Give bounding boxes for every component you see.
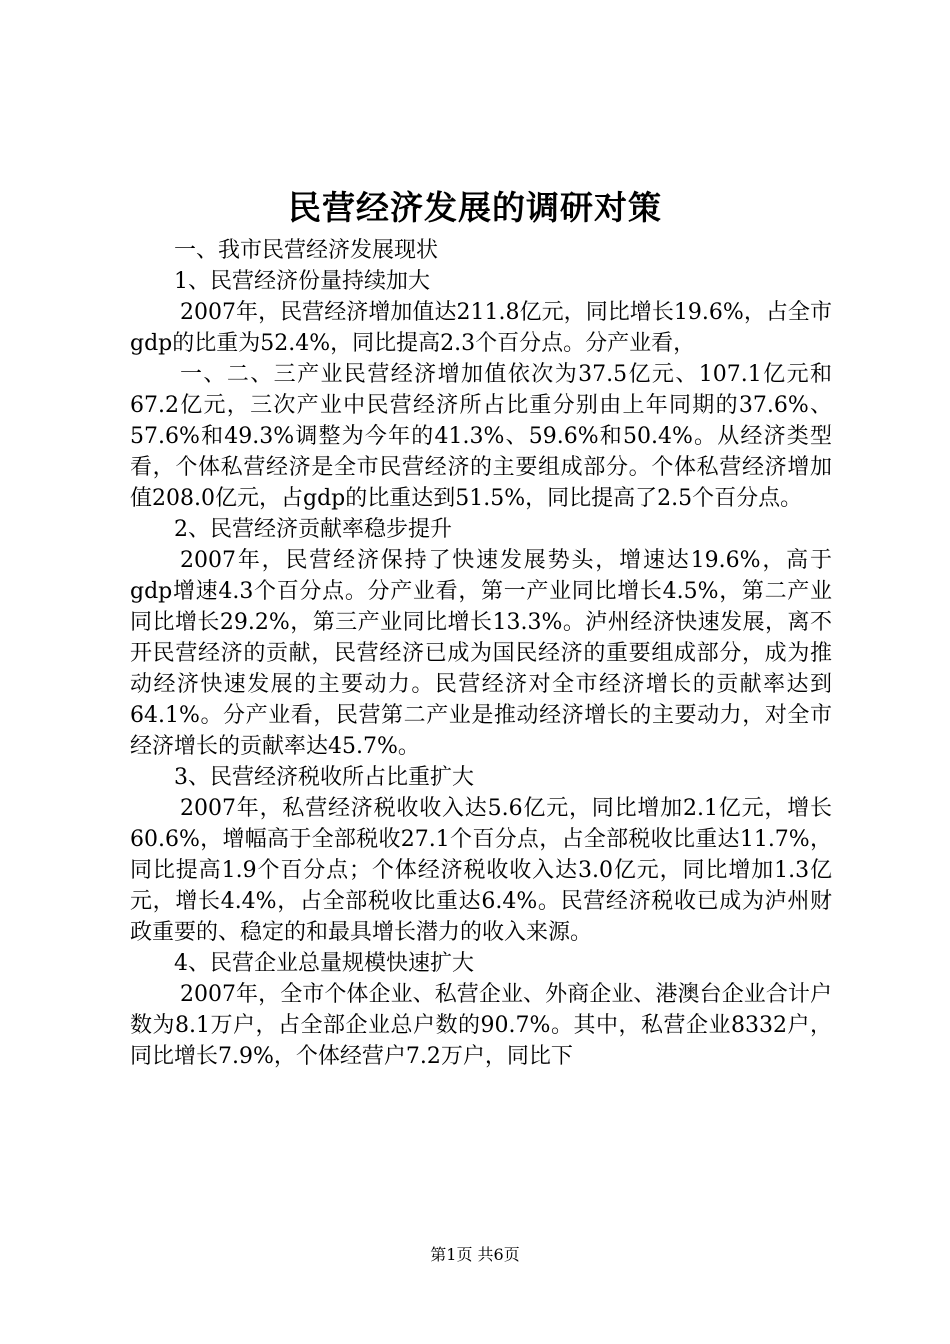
subheading-share: 1、民营经济份量持续加大 [174,269,430,294]
subheading-enterprises: 4、民营企业总量规模快速扩大 [174,951,474,976]
paragraph-contribution: 2007年，民营经济保持了快速发展势头，增速达19.6%，高于gdp增速4.3个百分点。分产业看，第一产业同比增长4.5%，第二产业同比增长29.2%，第三产业同比增长13.3%。泸州经济快速发展，离不开民营经济的贡献，民营经济已成为国民经济的重要组成部分，成为推动经济快速发展的主要动力。民营经济对全市经济增长的贡献率达到64.1%。分产业看，民营第二产业是推动经济增长的主要动力，对全市经济增长的贡献率达45.7%。 [130,548,832,759]
subheading-tax: 3、民营经济税收所占比重扩大 [174,765,474,790]
section-heading-status: 一、我市民营经济发展现状 [174,238,439,263]
paragraph-enterprises: 2007年，全市个体企业、私营企业、外商企业、港澳台企业合计户数为8.1万户，占全部企业总户数的90.7%。其中，私营企业8332户，同比增长7.9%，个体经营户7.2万户，同比下 [130,982,832,1069]
subheading-contribution: 2、民营经济贡献率稳步提升 [174,517,452,542]
paragraph-tax: 2007年，私营经济税收收入达5.6亿元，同比增加2.1亿元，增长60.6%，增幅高于全部税收27.1个百分点，占全部税收比重达11.7%，同比提高1.9个百分点；个体经济税收收入达3.0亿元，同比增加1.3亿元，增长4.4%，占全部税收比重达6.4%。民营经济税收已成为泸州财政重要的、稳定的和最具增长潜力的收入来源。 [130,796,832,945]
page-number-footer: 第1页 共6页 [430,1245,520,1264]
paragraph-industries: 一、二、三产业民营经济增加值依次为37.5亿元、107.1亿元和67.2亿元，三次产业中民营经济所占比重分别由上年同期的37.6%、57.6%和49.3%调整为今年的41.3%、59.6%和50.4%。从经济类型看，个体私营经济是全市民营经济的主要组成部分。个体私营经济增加值208.0亿元，占gdp的比重达到51.5%，同比提高了2.5个百分点。 [130,362,832,511]
document-body [130,235,832,1072]
document-title: 民营经济发展的调研对策 [288,188,662,227]
paragraph-added-value: 2007年，民营经济增加值达211.8亿元，同比增长19.6%，占全市gdp的比重为52.4%，同比提高2.3个百分点。分产业看， [130,300,832,356]
